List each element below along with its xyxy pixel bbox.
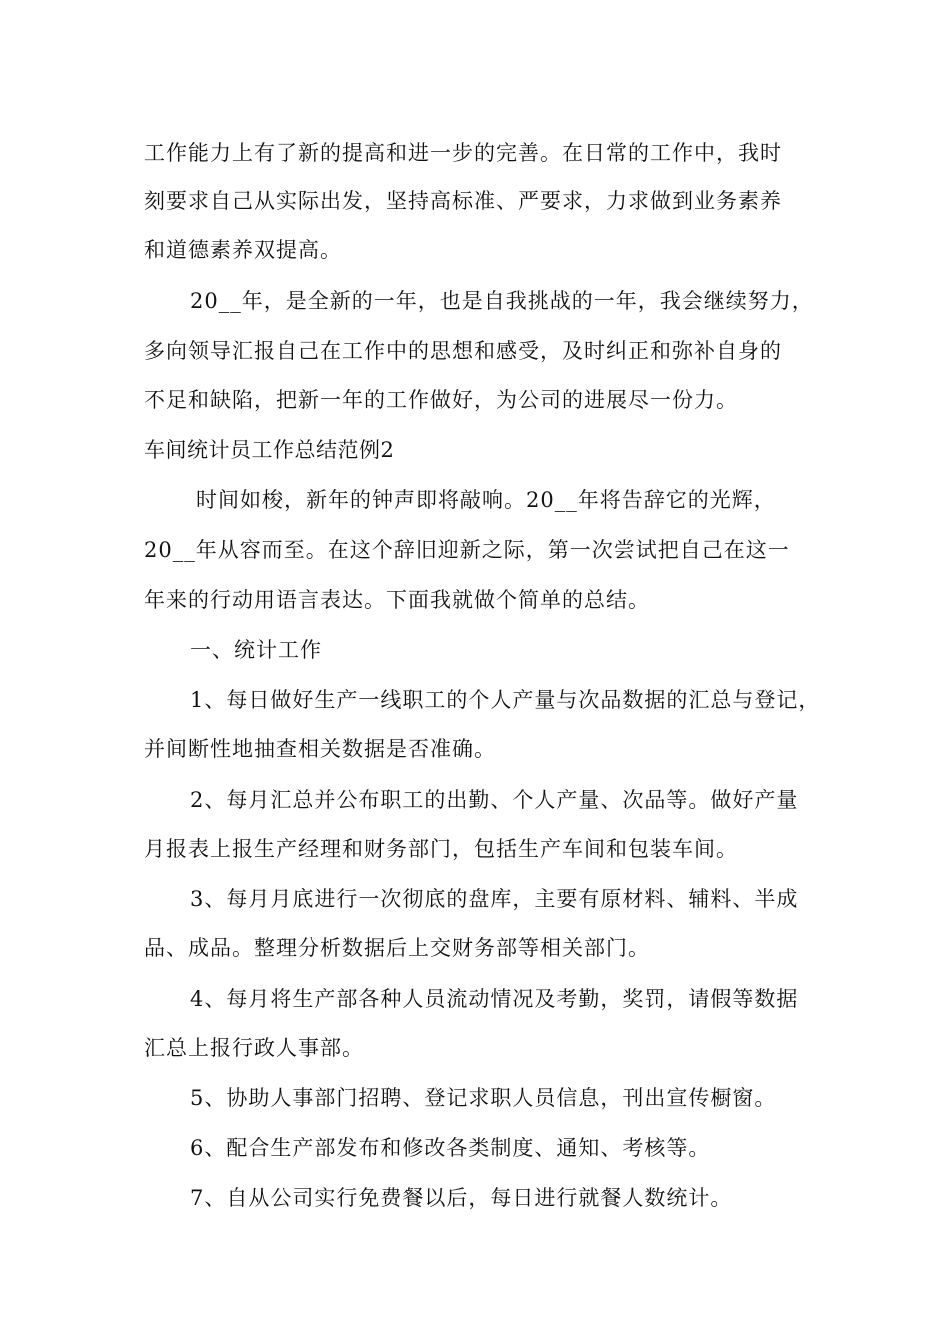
paragraph-line: 刻要求自己从实际出发，坚持高标准、严要求，力求做到业务素养	[144, 189, 782, 213]
list-item-line: 1、每日做好生产一线职工的个人产量与次品数据的汇总与登记，	[190, 688, 821, 712]
subsection-heading: 一、统计工作	[190, 638, 322, 662]
paragraph-line: 工作能力上有了新的提高和进一步的完善。在日常的工作中，我时	[144, 141, 782, 165]
paragraph-line: 和道德素养双提高。	[144, 238, 342, 262]
list-item-line: 6、配合生产部发布和修改各类制度、通知、考核等。	[190, 1136, 711, 1160]
list-item-line: 并间断性地抽查相关数据是否准确。	[144, 737, 496, 761]
paragraph-line: 20__年从容而至。在这个辞旧迎新之际，第一次尝试把自己在这一	[144, 538, 790, 562]
list-item-line: 2、每月汇总并公布职工的出勤、个人产量、次品等。做好产量	[190, 788, 799, 812]
paragraph-line: 多向领导汇报自己在工作中的思想和感受，及时纠正和弥补自身的	[144, 339, 782, 363]
section-heading: 车间统计员工作总结范例2	[144, 438, 395, 462]
list-item-line: 月报表上报生产经理和财务部门，包括生产车间和包装车间。	[144, 837, 738, 861]
paragraph-line: 不足和缺陷，把新一年的工作做好，为公司的进展尽一份力。	[144, 388, 738, 412]
list-item-line: 4、每月将生产部各种人员流动情况及考勤，奖罚，请假等数据	[190, 987, 799, 1011]
paragraph-line: 年来的行动用语言表达。下面我就做个简单的总结。	[144, 588, 650, 612]
list-item-line: 5、协助人事部门招聘、登记求职人员信息，刊出宣传橱窗。	[190, 1086, 777, 1110]
list-item-line: 3、每月月底进行一次彻底的盘库，主要有原材料、辅料、半成	[190, 887, 799, 911]
list-item-line: 品、成品。整理分析数据后上交财务部等相关部门。	[144, 936, 650, 960]
list-item-line: 汇总上报行政人事部。	[144, 1036, 364, 1060]
paragraph-line: 时间如梭，新年的钟声即将敲响。20__年将告辞它的光辉，	[196, 488, 776, 512]
paragraph-line: 20__年，是全新的一年，也是自我挑战的一年，我会继续努力，	[190, 289, 814, 313]
list-item-line: 7、自从公司实行免费餐以后，每日进行就餐人数统计。	[190, 1186, 733, 1210]
